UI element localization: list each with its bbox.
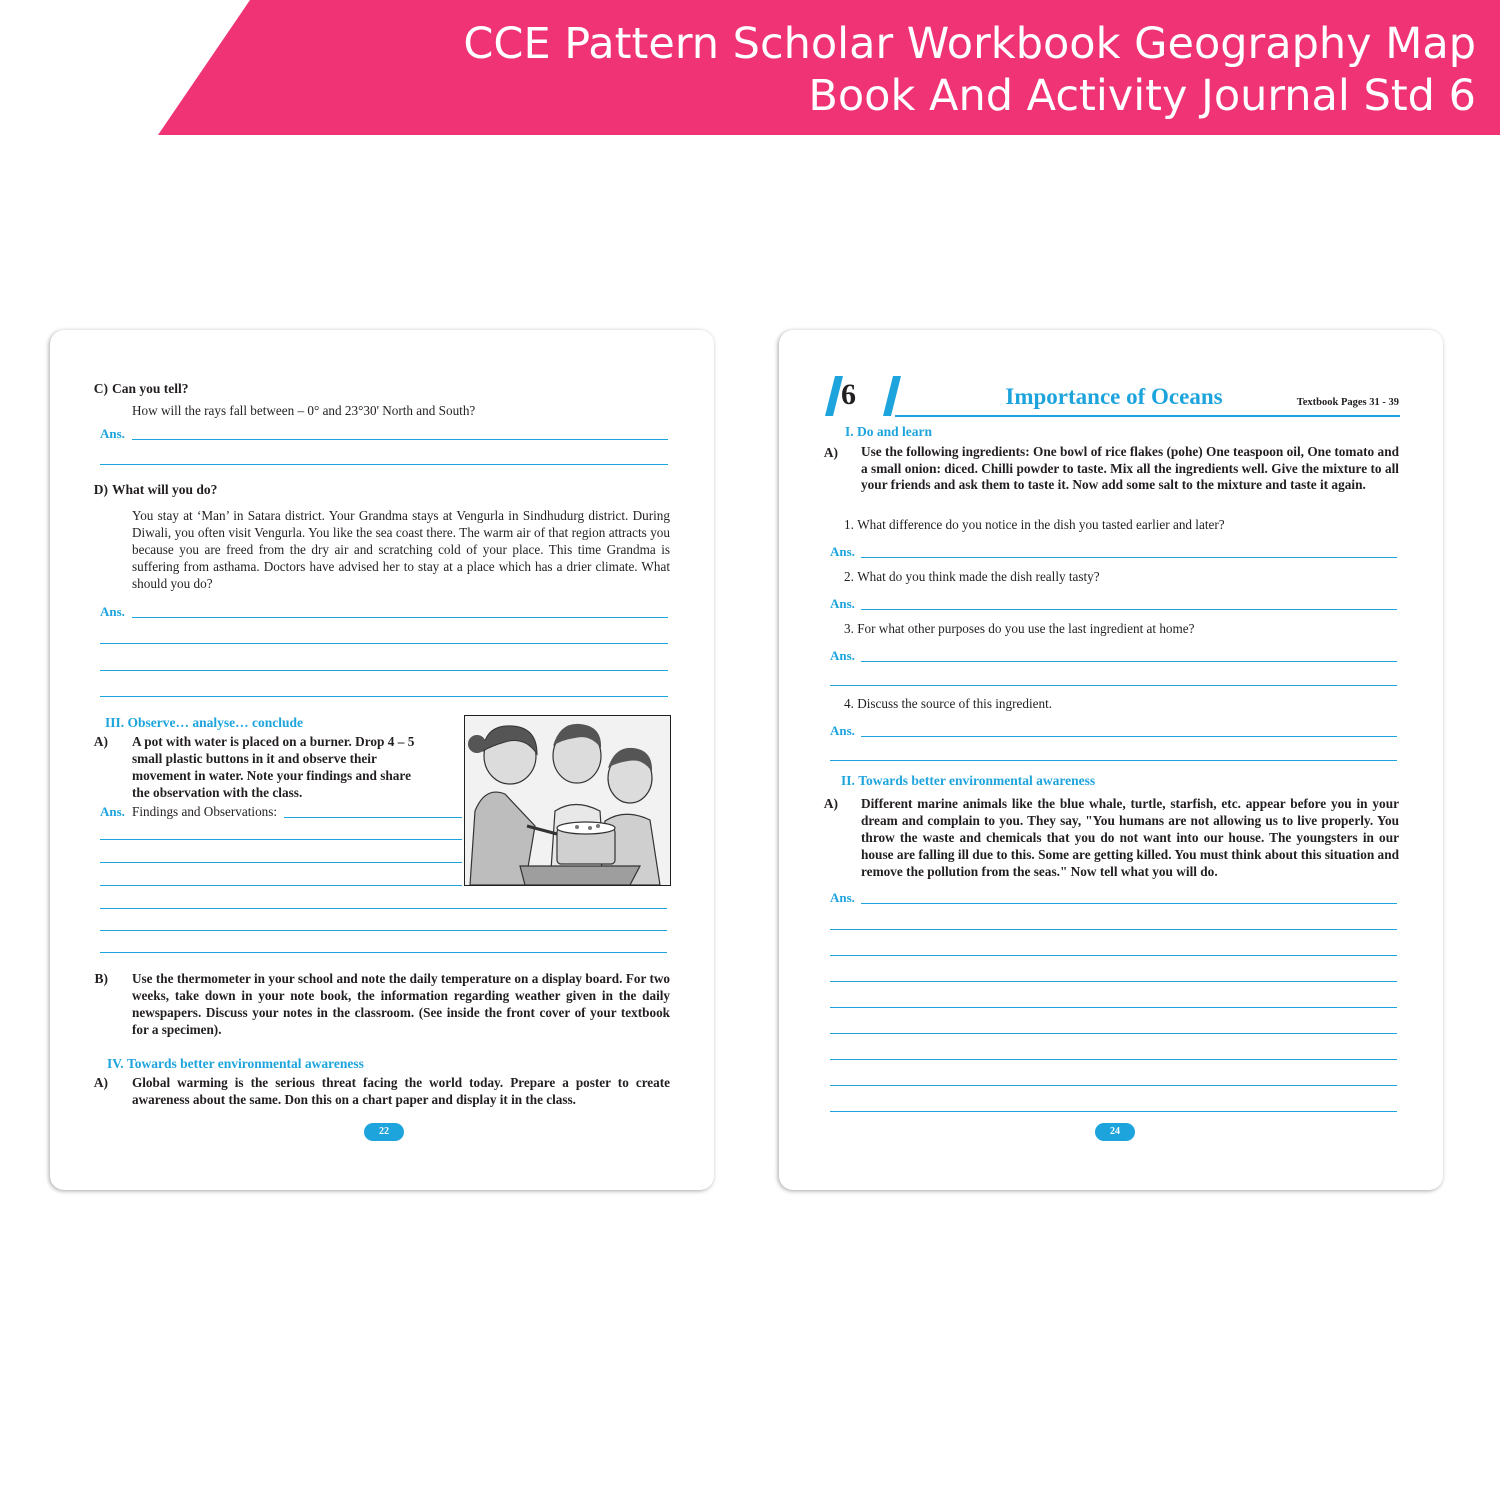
- question-3-num: 3.: [844, 621, 854, 636]
- question-d-heading: [86, 481, 217, 498]
- answer-line[interactable]: [830, 929, 1397, 930]
- answer-line[interactable]: [100, 670, 668, 671]
- section-2-heading: [841, 772, 1095, 789]
- answer-line[interactable]: [861, 609, 1397, 610]
- answer-line[interactable]: [830, 1111, 1397, 1112]
- question-2-num: 2.: [844, 569, 854, 584]
- section-4-a-text: Global warming is the serious threat facing the world today. Prepare a poster to create awareness about the same. Don this on a chart paper and display it in the class.: [132, 1075, 670, 1107]
- children-pot-illustration: [464, 715, 671, 886]
- answer-line[interactable]: [284, 817, 462, 818]
- section-3-a-label-wrap: [86, 733, 112, 750]
- page-left: [50, 330, 714, 1190]
- answer-line[interactable]: [100, 696, 668, 697]
- answer-line[interactable]: [830, 1059, 1397, 1060]
- question-2-text: What do you think made the dish really tasty?: [857, 569, 1100, 584]
- answer-line[interactable]: [100, 839, 462, 840]
- answer-line[interactable]: [830, 685, 1397, 686]
- question-d-text: You stay at ‘Man’ in Satara district. Your Grandma stays at Vengurla in Sindhudurg district. During Diwali, you often visit Vengurla. You like the sea coast there. The warm air of that region attracts you because you are freed from the dry air and scratching cold of your place. This time Grandma is suffering from asthama. Doctors have advised her to stay at a place which has a drier climate. What should you do?: [132, 508, 670, 591]
- answer-line[interactable]: [100, 643, 668, 644]
- banner-title: [226, 18, 1476, 122]
- answer-line[interactable]: [830, 981, 1397, 982]
- answer-line[interactable]: [100, 952, 667, 953]
- section-3-b-label: B): [94, 971, 108, 986]
- section-3-ans-label: Ans.: [100, 804, 125, 819]
- section-4-a-label-wrap: [86, 1074, 112, 1091]
- page-right: [779, 330, 1443, 1190]
- textbook-pages: Textbook Pages 31 - 39: [1296, 397, 1399, 408]
- answer-line[interactable]: [830, 1085, 1397, 1086]
- answer-line[interactable]: [861, 661, 1397, 662]
- question-4: [844, 695, 1052, 712]
- section-1-title: Do and learn: [857, 424, 933, 439]
- section-2-a-label: A): [823, 796, 838, 811]
- section-3-title: Observe… analyse… conclude: [127, 715, 304, 730]
- section-3-a-text: A pot with water is placed on a burner. Drop 4 – 5 small plastic buttons in it and observe their movement in water. Note your findings and share the observation with the class.: [132, 734, 415, 800]
- question-4-text: Discuss the source of this ingredient.: [857, 696, 1053, 711]
- answer-line[interactable]: [132, 617, 668, 618]
- section-1-a-text: Use the following ingredients: One bowl of rice flakes (pohe) One teaspoon oil, One tomato and a small onion: diced. Chilli powder to taste. Mix all the ingredients well. Give the mixture to all your friends and ask them to taste it. Now add some salt to the mixture and taste it again.: [861, 444, 1399, 492]
- answer-line[interactable]: [100, 885, 462, 886]
- section-1-a-label: A): [823, 445, 838, 460]
- page-number-badge: 24: [1095, 1123, 1135, 1141]
- section-3-num: III.: [105, 715, 125, 730]
- answer-line[interactable]: [100, 930, 667, 931]
- answer-line[interactable]: [830, 1007, 1397, 1008]
- section-4-title: Towards better environmental awareness: [127, 1056, 364, 1071]
- answer-line[interactable]: [100, 862, 462, 863]
- question-d-ans-label: Ans.: [100, 604, 125, 619]
- section-3-b-text: Use the thermometer in your school and note the daily temperature on a display board. For two weeks, take down in your note book, the information regarding weather given in the daily newspapers. Discuss your notes in the classroom. (See inside the front cover of your textbook for a specimen).: [132, 971, 670, 1037]
- question-c-title: Can you tell?: [112, 381, 189, 396]
- section-2-a-text: Different marine animals like the blue whale, turtle, starfish, etc. appear before you in your dream and complain to you. They say, "You humans are not allowing us to live properly. You throw the waste and chemicals that you do not want into our house. The youngsters in our house are falling ill due to this. Some are getting killed. You must think about this situation and remove the pollution from the seas." Now tell what you will do.: [861, 796, 1399, 879]
- banner-title-line2: Book And Activity Journal Std 6: [808, 71, 1476, 121]
- answer-line[interactable]: [100, 908, 667, 909]
- question-c-ans-label: Ans.: [100, 426, 125, 441]
- question-3: [844, 620, 1195, 637]
- section-2-ans-label: Ans.: [830, 890, 855, 905]
- answer-line[interactable]: [830, 1033, 1397, 1034]
- answer-line[interactable]: [861, 557, 1397, 558]
- section-2-a-label-wrap: [816, 795, 842, 812]
- children-watching-pot-on-burner-illustration: [465, 716, 670, 885]
- question-c-heading: [86, 380, 189, 397]
- question-c-label: C): [93, 381, 108, 396]
- header-banner: [0, 0, 1500, 135]
- answer-line[interactable]: [132, 439, 668, 440]
- answer-line[interactable]: [830, 760, 1397, 761]
- section-3-a-label: A): [93, 734, 108, 749]
- section-1-num: I.: [845, 424, 854, 439]
- chapter-title: Importance of Oceans: [1005, 384, 1223, 409]
- answer-line[interactable]: [100, 464, 668, 465]
- section-1-a-label-wrap: [816, 444, 842, 461]
- section-3-b-label-wrap: [86, 970, 112, 987]
- section-4-num: IV.: [107, 1056, 124, 1071]
- question-1-num: 1.: [844, 517, 854, 532]
- question-1-ans-label: Ans.: [830, 544, 855, 559]
- section-4-heading: [107, 1055, 364, 1072]
- question-d-title: What will you do?: [112, 482, 218, 497]
- question-4-ans-label: Ans.: [830, 723, 855, 738]
- page-number-badge: 22: [364, 1123, 404, 1141]
- question-d-label: D): [93, 482, 108, 497]
- question-1-text: What difference do you notice in the dish you tasted earlier and later?: [857, 517, 1225, 532]
- question-4-num: 4.: [844, 696, 854, 711]
- answer-line[interactable]: [861, 903, 1397, 904]
- question-3-ans-label: Ans.: [830, 648, 855, 663]
- question-2-ans-label: Ans.: [830, 596, 855, 611]
- section-4-a-label: A): [93, 1075, 108, 1090]
- findings-label: Findings and Observations:: [132, 804, 278, 819]
- section-2-title: Towards better environmental awareness: [858, 773, 1096, 788]
- answer-line[interactable]: [861, 736, 1397, 737]
- question-c-text: How will the rays fall between – 0° and 23°30' North and South?: [132, 403, 476, 418]
- section-2-num: II.: [841, 773, 855, 788]
- section-3-heading: [105, 714, 303, 731]
- question-3-text: For what other purposes do you use the last ingredient at home?: [857, 621, 1195, 636]
- chapter-number: 6: [841, 378, 856, 411]
- banner-title-line1: CCE Pattern Scholar Workbook Geography Map: [463, 19, 1476, 69]
- answer-line[interactable]: [830, 955, 1397, 956]
- question-2: [844, 568, 1100, 585]
- section-1-heading: [845, 423, 932, 440]
- question-1: [844, 516, 1225, 533]
